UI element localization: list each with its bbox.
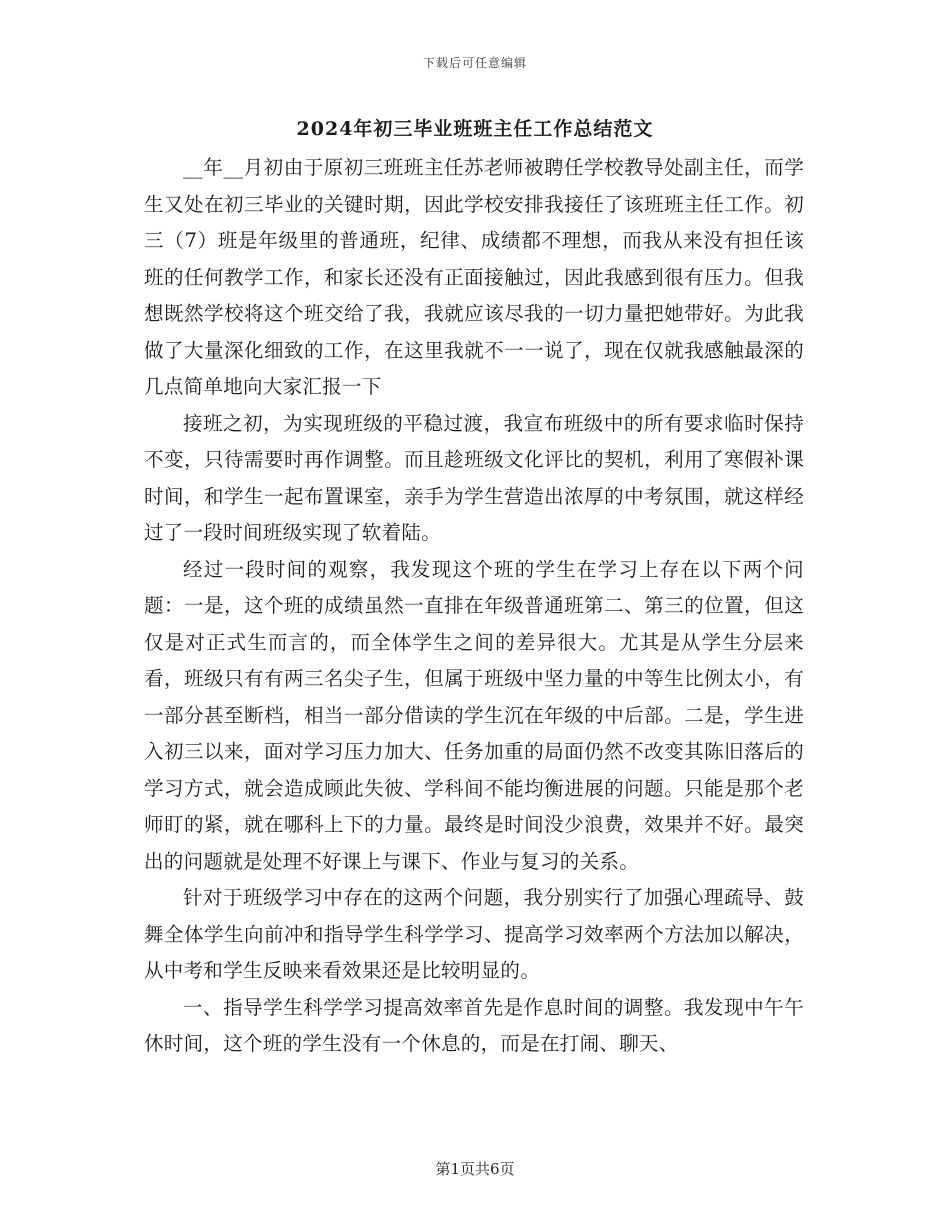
page-indicator: 第1页共6页 — [435, 1160, 515, 1178]
paragraph-3: 经过一段时间的观察，我发现这个班的学生在学习上存在以下两个问题：一是，这个班的成绩虽然一直排在年级普通班第二、第三的位置，但这仅是对正式生而言的，而全体学生之间的差异很大。尤其是从学生分层来看，班级只有有两三名尖子生，但属于班级中坚力量的中等生比例太小，有一部分甚至断档，相当一部分借读的学生沉在年级的中后部。二是，学生进入初三以来，面对学习压力加大、任务加重的局面仍然不改变其陈旧落后的学习方式，就会造成顾此失彼、学科间不能均衡进展的问题。只能是那个老师盯的紧，就在哪科上下的力量。最终是时间没少浪费，效果并不好。最突出的问题就是处理不好课上与课下、作业与复习的关系。 — [144, 557, 804, 873]
paragraph-5: 一、指导学生科学学习提高效率首先是作息时间的调整。我发现中午午休时间，这个班的学生没有一个休息的，而是在打闹、聊天、 — [144, 995, 804, 1055]
document-body — [144, 150, 804, 1063]
paragraph-1: __年__月初由于原初三班班主任苏老师被聘任学校教导处副主任，而学生又处在初三毕业的关键时期，因此学校安排我接任了该班班主任工作。初三（7）班是年级里的普通班，纪律、成绩都不理想，而我从来没有担任该班的任何教学工作，和家长还没有正面接触过，因此我感到很有压力。但我想既然学校将这个班交给了我，我就应该尽我的一切力量把她带好。为此我做了大量深化细致的工作，在这里我就不一一说了，现在仅就我感触最深的几点简单地向大家汇报一下 — [144, 156, 804, 398]
paragraph-4: 针对于班级学习中存在的这两个问题，我分别实行了加强心理疏导、鼓舞全体学生向前冲和指导学生科学学习、提高学习效率两个方法加以解决，从中考和学生反映来看效果还是比较明显的。 — [144, 886, 804, 982]
document-title: 2024年初三毕业班班主任工作总结范文 — [296, 118, 654, 140]
header-note: 下载后可任意编辑 — [422, 56, 527, 70]
paragraph-2: 接班之初，为实现班级的平稳过渡，我宣布班级中的所有要求临时保持不变，只待需要时再作调整。而且趁班级文化评比的契机，利用了寒假补课时间，和学生一起布置课室，亲手为学生营造出浓厚的中考氛围，就这样经过了一段时间班级实现了软着陆。 — [144, 411, 804, 544]
